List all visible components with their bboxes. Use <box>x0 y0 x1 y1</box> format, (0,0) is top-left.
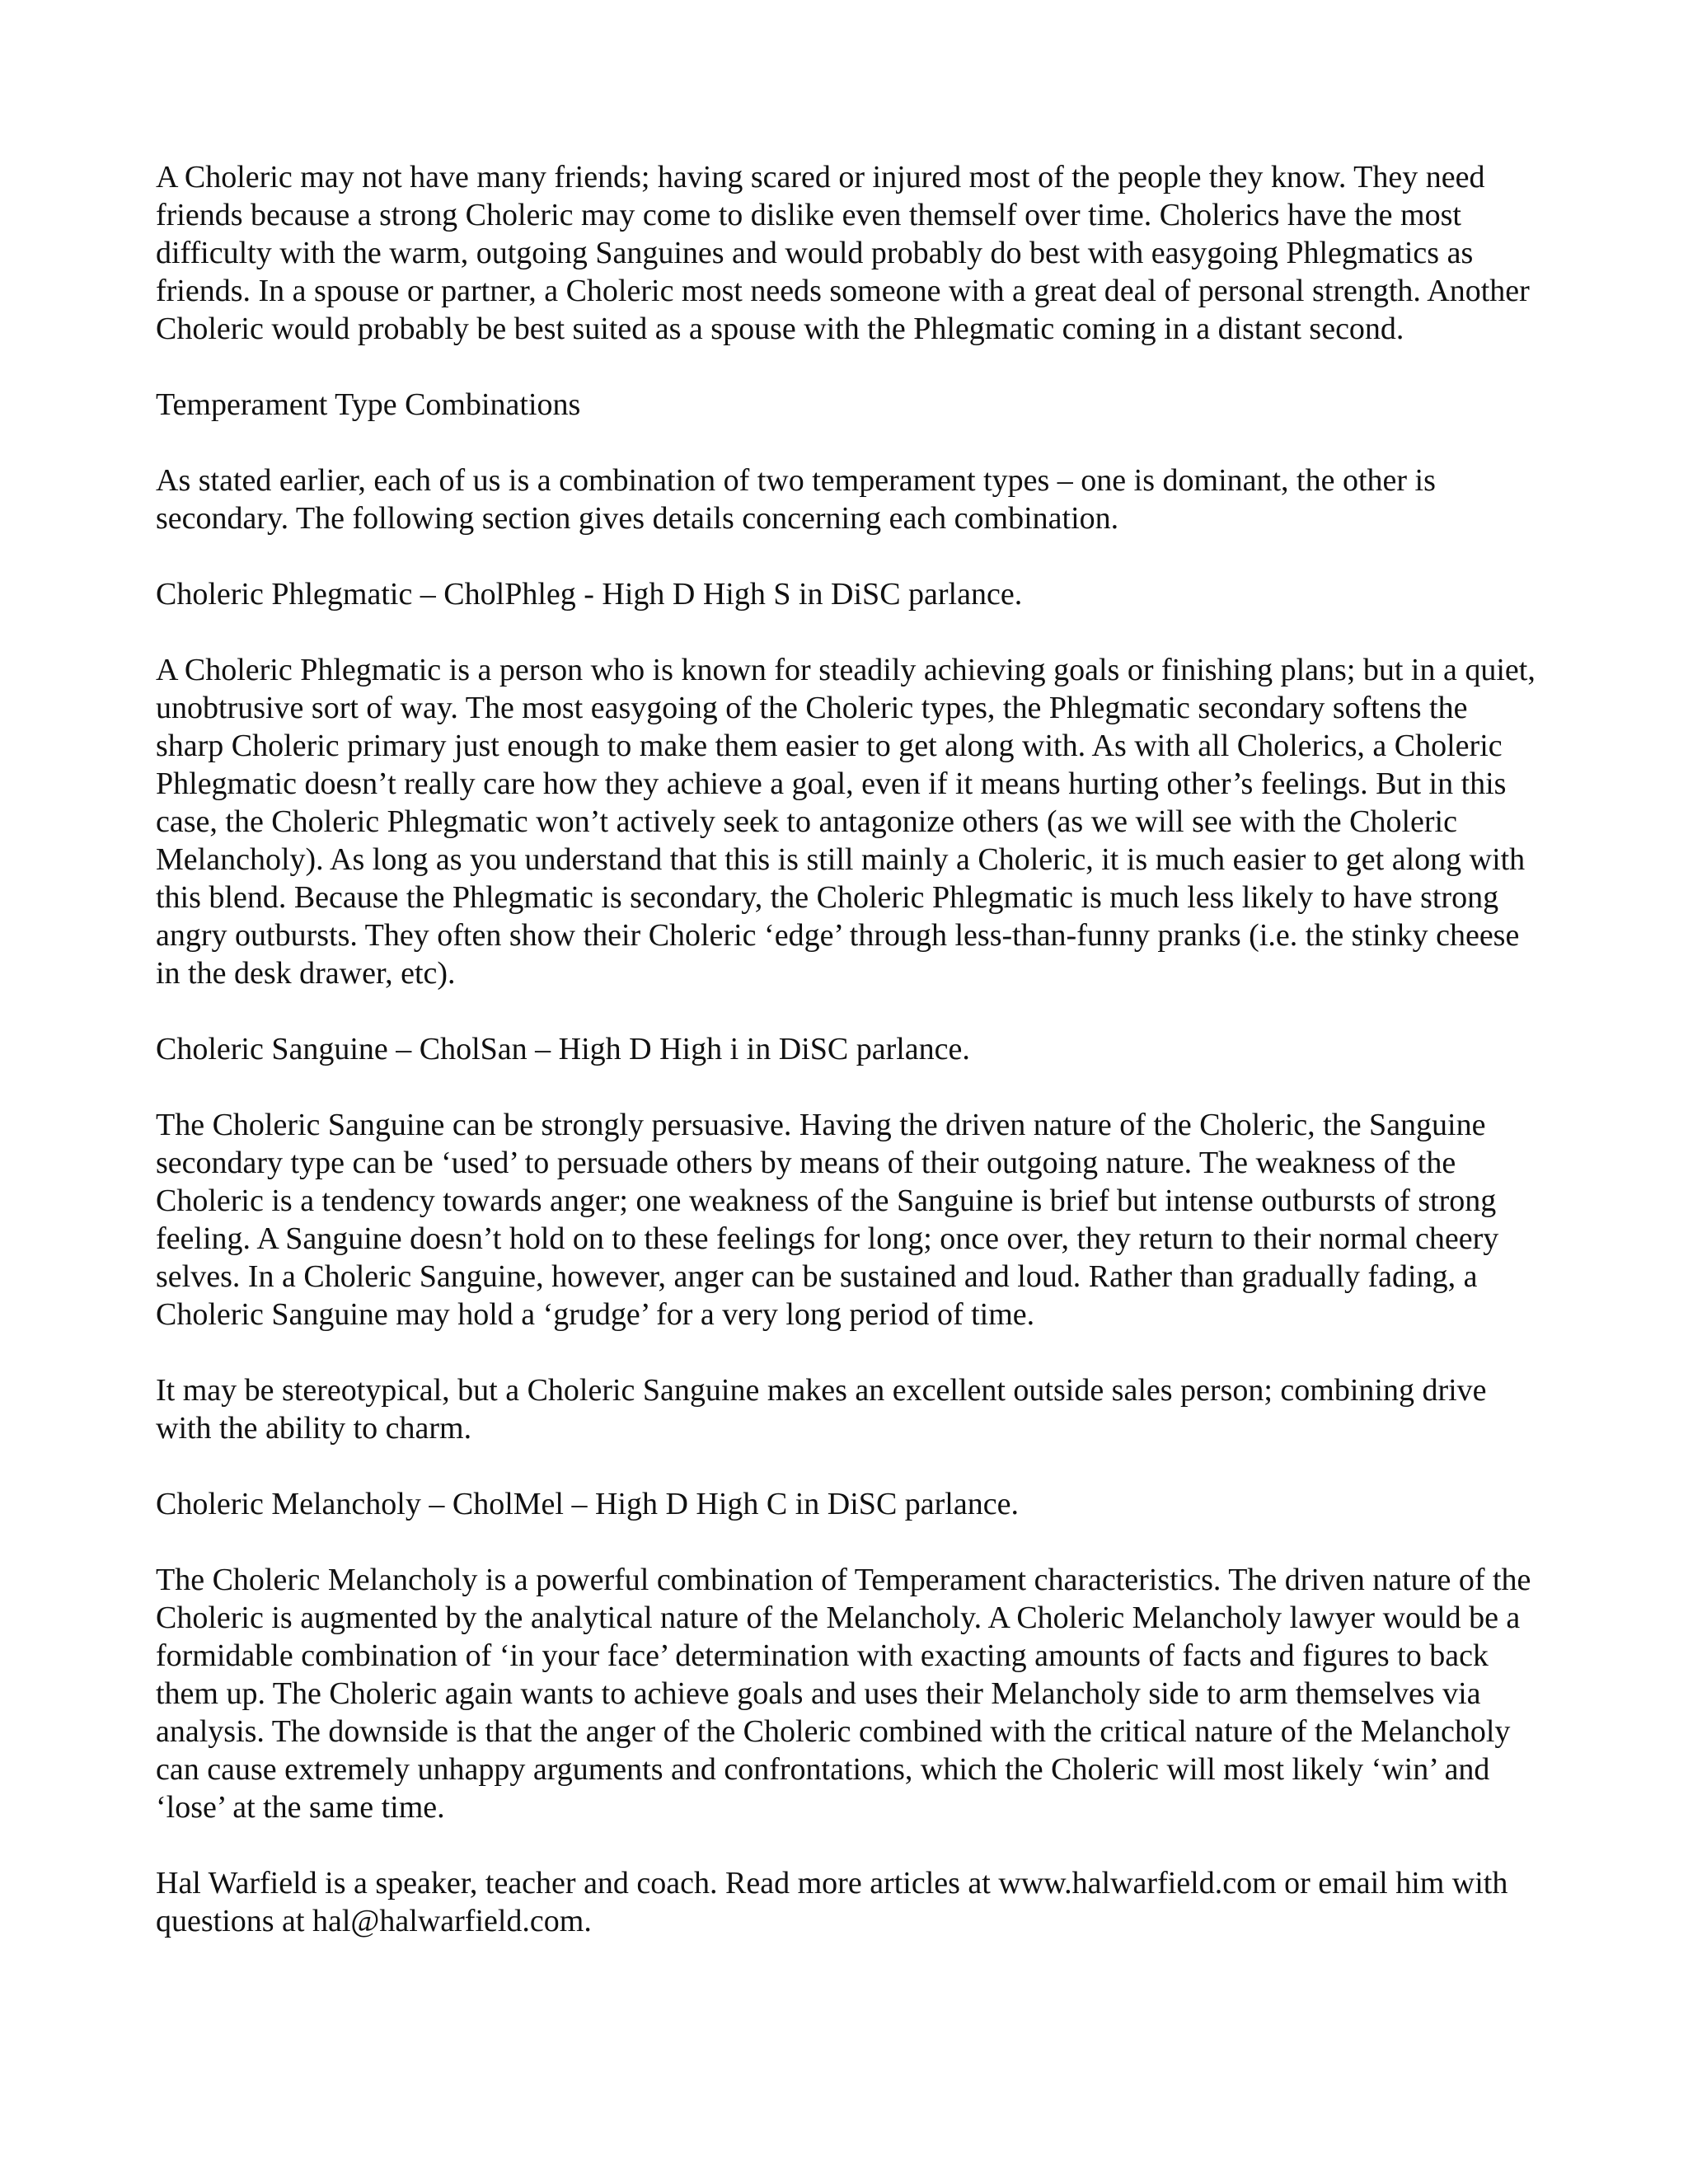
paragraph-combinations-intro: As stated earlier, each of us is a combination of two temperament types – one is dominant, the other is secondary. The following section gives details concerning each combination. <box>156 463 1436 536</box>
paragraph-choleric-melancholy: The Choleric Melancholy is a powerful combination of Temperament characteristics. The driven nature of the Choleric is augmented by the analytical nature of the Melancholy. A Choleric Melancholy lawyer would be a formidable combination of ‘in your face’ determination with exacting amounts of facts and figures to back them up. The Choleric again wants to achieve goals and uses their Melancholy side to arm themselves via analysis. The downside is that the anger of the Choleric combined with the critical nature of the Melancholy can cause extremely unhappy arguments and confrontations, which the Choleric will most likely ‘win’ and ‘lose’ at the same time. <box>156 1563 1531 1825</box>
subheading-choleric-phlegmatic: Choleric Phlegmatic – CholPhleg - High D High S in DiSC parlance. <box>156 577 1023 612</box>
paragraph-choleric-sanguine-sales: It may be stereotypical, but a Choleric Sanguine makes an excellent outside sales person; combining drive with the ability to charm. <box>156 1373 1487 1446</box>
subheading-choleric-sanguine: Choleric Sanguine – CholSan – High D High i in DiSC parlance. <box>156 1032 970 1066</box>
paragraph-choleric-sanguine: The Choleric Sanguine can be strongly persuasive. Having the driven nature of the Choleric, the Sanguine secondary type can be ‘used’ to persuade others by means of their outgoing nature. The weakness of the Choleric is a tendency towards anger; one weakness of the Sanguine is brief but intense outbursts of strong feeling. A Sanguine doesn’t hold on to these feelings for long; once over, they return to their normal cheery selves. In a Choleric Sanguine, however, anger can be sustained and loud. Rather than gradually fading, a Choleric Sanguine may hold a ‘grudge’ for a very long period of time. <box>156 1108 1499 1332</box>
paragraph-choleric-phlegmatic: A Choleric Phlegmatic is a person who is known for steadily achieving goals or finishing plans; but in a quiet, unobtrusive sort of way. The most easygoing of the Choleric types, the Phlegmatic secondary softens the sharp Choleric primary just enough to make them easier to get along with. As with all Cholerics, a Choleric Phlegmatic doesn’t really care how they achieve a goal, even if it means hurting other’s feelings. But in this case, the Choleric Phlegmatic won’t actively seek to antagonize others (as we will see with the Choleric Melancholy). As long as you understand that this is still mainly a Choleric, it is much easier to get along with this blend. Because the Phlegmatic is secondary, the Choleric Phlegmatic is much less likely to have strong angry outbursts. They often show their Choleric ‘edge’ through less-than-funny pranks (i.e. the stinky cheese in the desk drawer, etc). <box>156 653 1536 991</box>
document-page <box>156 158 1540 1940</box>
paragraph-choleric-friends: A Choleric may not have many friends; having scared or injured most of the people they know. They need friends because a strong Choleric may come to dislike even themself over time. Cholerics have the most difficulty with the warm, outgoing Sanguines and would probably do best with easygoing Phlegmatics as friends. In a spouse or partner, a Choleric most needs someone with a great deal of personal strength. Another Choleric would probably be best suited as a spouse with the Phlegmatic coming in a distant second. <box>156 160 1530 346</box>
author-bio-paragraph: Hal Warfield is a speaker, teacher and coach. Read more articles at www.halwarfield.com or email him with questions at hal@halwarfield.com. <box>156 1866 1508 1938</box>
subheading-choleric-melancholy: Choleric Melancholy – CholMel – High D High C in DiSC parlance. <box>156 1487 1019 1521</box>
section-heading-temperament-combinations: Temperament Type Combinations <box>156 387 581 422</box>
